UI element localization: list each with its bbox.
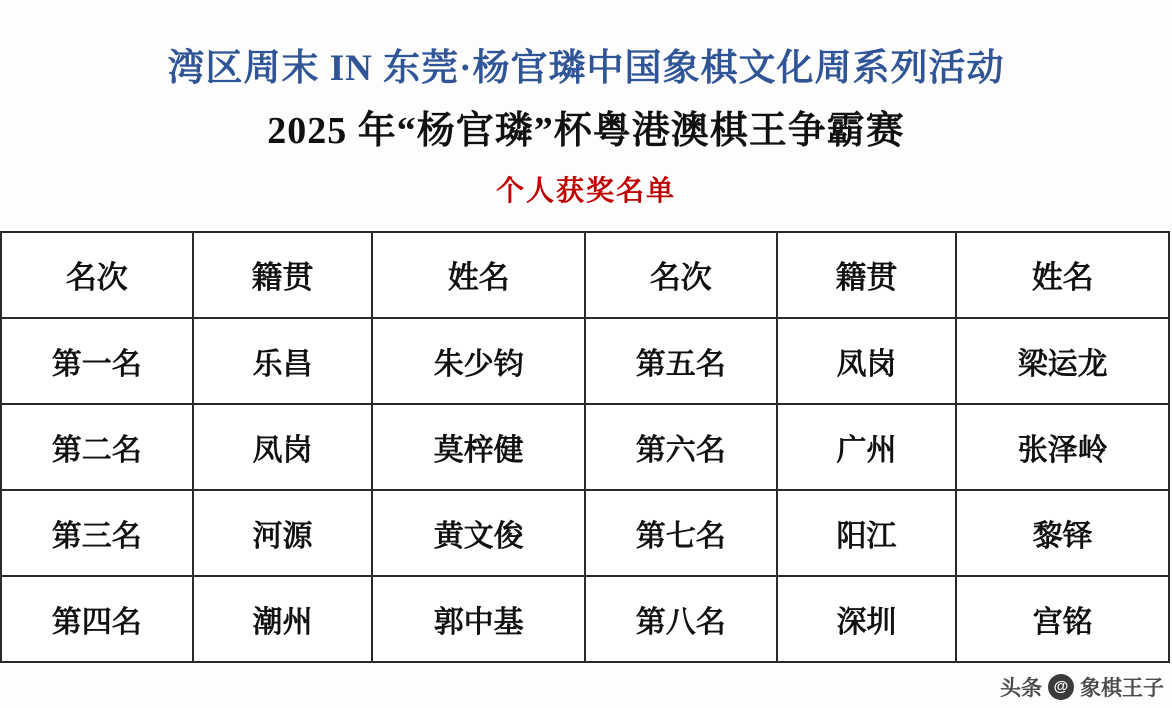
cell-name-right: 张泽岭: [956, 404, 1169, 490]
column-header-origin-left: 籍贯: [193, 232, 373, 318]
cell-origin-left: 潮州: [193, 576, 373, 662]
cell-name-right: 宫铭: [956, 576, 1169, 662]
cell-origin-right: 广州: [777, 404, 957, 490]
cell-rank-left: 第四名: [1, 576, 193, 662]
cell-name-right: 梁运龙: [956, 318, 1169, 404]
cell-name-right: 黎铎: [956, 490, 1169, 576]
watermark-logo-icon: @: [1048, 674, 1074, 700]
cell-rank-left: 第一名: [1, 318, 193, 404]
cell-name-left: 莫梓健: [372, 404, 585, 490]
watermark-account: 象棋王子: [1080, 677, 1164, 700]
cell-rank-right: 第六名: [585, 404, 777, 490]
column-header-origin-right: 籍贯: [777, 232, 957, 318]
cell-origin-left: 河源: [193, 490, 373, 576]
award-list-table: [0, 231, 1170, 663]
cell-name-left: 郭中基: [372, 576, 585, 662]
column-header-rank-right: 名次: [585, 232, 777, 318]
table-row: [1, 404, 1169, 490]
cell-rank-left: 第二名: [1, 404, 193, 490]
table-row: [1, 318, 1169, 404]
cell-origin-right: 凤岗: [777, 318, 957, 404]
watermark-platform: 头条: [1000, 677, 1042, 700]
table-row: [1, 576, 1169, 662]
column-header-name-left: 姓名: [372, 232, 585, 318]
column-header-rank-left: 名次: [1, 232, 193, 318]
cell-origin-right: 深圳: [777, 576, 957, 662]
document-header: [0, 0, 1172, 209]
cell-rank-right: 第五名: [585, 318, 777, 404]
cell-origin-right: 阳江: [777, 490, 957, 576]
page-title: 2025 年“杨官璘”杯粤港澳棋王争霸赛: [267, 110, 905, 153]
cell-rank-right: 第七名: [585, 490, 777, 576]
table-header-row: [1, 232, 1169, 318]
watermark: [1000, 672, 1164, 702]
event-series-title: 湾区周末 IN 东莞·杨官璘中国象棋文化周系列活动: [167, 48, 1005, 89]
cell-rank-left: 第三名: [1, 490, 193, 576]
cell-name-left: 朱少钧: [372, 318, 585, 404]
column-header-name-right: 姓名: [956, 232, 1169, 318]
cell-rank-right: 第八名: [585, 576, 777, 662]
cell-origin-left: 乐昌: [193, 318, 373, 404]
page-subtitle: 个人获奖名单: [495, 175, 676, 207]
cell-origin-left: 凤岗: [193, 404, 373, 490]
table-row: [1, 490, 1169, 576]
cell-name-left: 黄文俊: [372, 490, 585, 576]
